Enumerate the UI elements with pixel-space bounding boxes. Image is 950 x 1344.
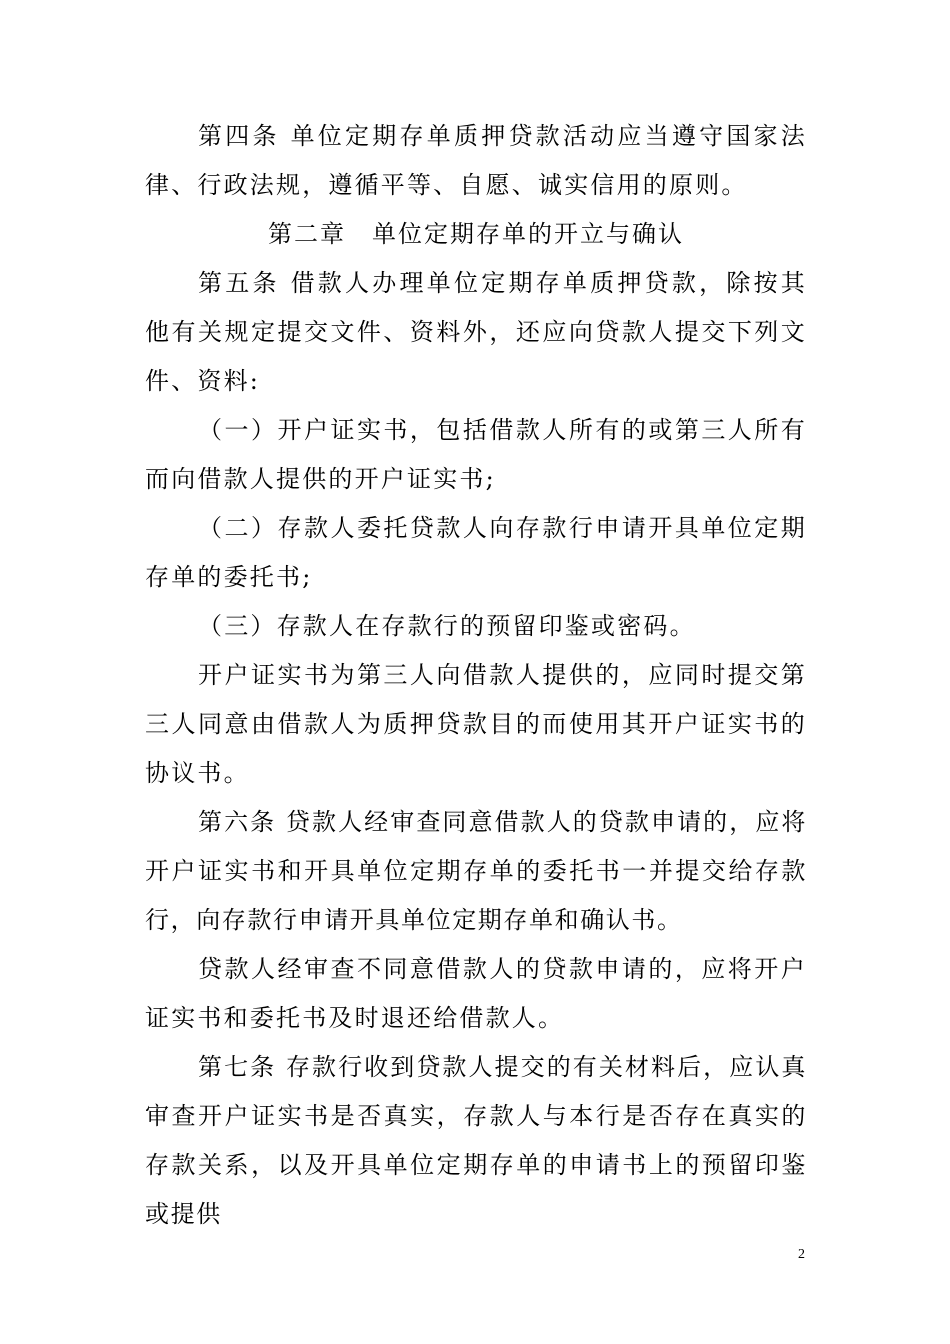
article-6-paragraph: 第六条 贷款人经审查同意借款人的贷款申请的，应将开户证实书和开具单位定期存单的委托书一并提交给存款行，向存款行申请开具单位定期存单和确认书。 [145, 808, 807, 934]
chapter-2-heading: 第二章 单位定期存单的开立与确认 [268, 220, 684, 248]
article-5-paragraph: 第五条 借款人办理单位定期存单质押贷款，除按其他有关规定提交文件、资料外，还应向贷款人提交下列文件、资料: [145, 269, 807, 395]
article-5-item-1: （一）开户证实书，包括借款人所有的或第三人所有而向借款人提供的开户证实书; [145, 416, 807, 493]
article-5-item-3: （三）存款人在存款行的预留印鉴或密码。 [198, 612, 696, 640]
article-5-item-2: （二）存款人委托贷款人向存款行申请开具单位定期存单的委托书; [145, 514, 807, 591]
document-body [145, 112, 807, 1239]
page-number: 2 [798, 1247, 805, 1262]
article-7-paragraph: 第七条 存款行收到贷款人提交的有关材料后，应认真审查开户证实书是否真实，存款人与本行是否存在真实的存款关系，以及开具单位定期存单的申请书上的预留印鉴或提供 [145, 1053, 807, 1228]
article-5-note-paragraph: 开户证实书为第三人向借款人提供的，应同时提交第三人同意由借款人为质押贷款目的而使用其开户证实书的协议书。 [145, 661, 807, 787]
article-6-rejection-paragraph: 贷款人经审查不同意借款人的贷款申请的，应将开户证实书和委托书及时退还给借款人。 [145, 955, 807, 1032]
article-4-paragraph: 第四条 单位定期存单质押贷款活动应当遵守国家法律、行政法规，遵循平等、自愿、诚实信用的原则。 [145, 122, 807, 199]
